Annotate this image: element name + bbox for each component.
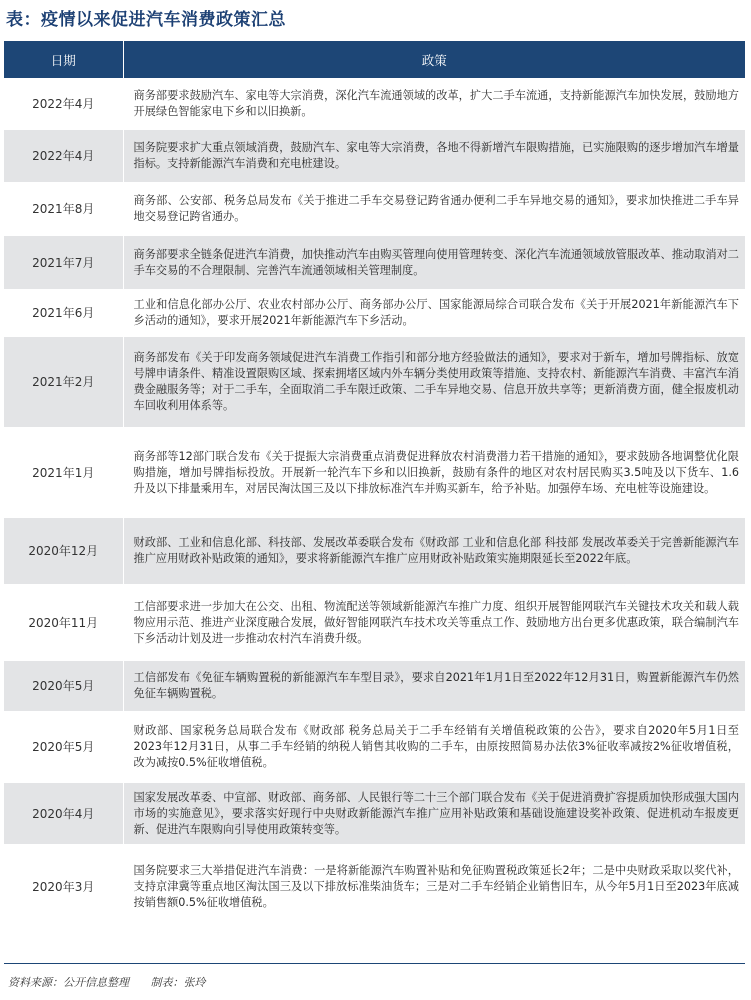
row-date: 2022年4月 [4, 79, 123, 129]
row-date: 2021年2月 [4, 336, 123, 428]
table-row [4, 235, 745, 290]
row-policy: 商务部发布《关于印发商务领域促进汽车消费工作指引和部分地方经验做法的通知》，要求对于新车，增加号牌指标、放宽号牌申请条件、精准设置限购区域、探索拥堵区域内外车辆分类使用政策等措施、支持农村、新能源汽车消费、丰富汽车消费金融服务等；对于二手车，全面取消二手车限迁政策、二手车异地交易、信息开放共享等；更新消费方面，健全报废机动车回收利用体系等。 [123, 336, 745, 428]
table-row [4, 129, 745, 183]
header-policy: 政策 [123, 41, 745, 79]
row-policy: 国家发展改革委、中宣部、财政部、商务部、人民银行等二十三个部门联合发布《关于促进消费扩容提质加快形成强大国内市场的实施意见》，要求落实好现行中央财政新能源汽车推广应用补贴政策和基础设施建设奖补政策、促进机动车报废更新、促进汽车限购向引导使用政策转变等。 [123, 782, 745, 845]
row-date: 2020年5月 [4, 712, 123, 782]
row-policy: 工业和信息化部办公厅、农业农村部办公厅、商务部办公厅、国家能源局综合司联合发布《关于开展2021年新能源汽车下乡活动的通知》，要求开展2021年新能源汽车下乡活动。 [123, 290, 745, 336]
header-date: 日期 [4, 41, 123, 79]
row-policy: 商务部要求鼓励汽车、家电等大宗消费，深化汽车流通领域的改革，扩大二手车流通，支持新能源汽车加快发展，鼓励地方开展绿色智能家电下乡和以旧换新。 [123, 79, 745, 129]
source-note: 资料来源：公开信息整理 [8, 976, 129, 989]
row-policy: 工信部发布《免征车辆购置税的新能源汽车车型目录》，要求自2021年1月1日至2022年12月31日，购置新能源汽车仍然免征车辆购置税。 [123, 660, 745, 712]
row-policy: 财政部、工业和信息化部、科技部、发展改革委联合发布《财政部 工业和信息化部 科技部 发展改革委关于完善新能源汽车推广应用财政补贴政策的通知》，要求将新能源汽车推广应用财政补贴政策实施期限延长至2022年底。 [123, 517, 745, 585]
row-date: 2021年6月 [4, 290, 123, 336]
row-date: 2020年3月 [4, 845, 123, 927]
table-row [4, 428, 745, 517]
table-header-row [4, 41, 745, 79]
row-policy: 商务部、公安部、税务总局发布《关于推进二手车交易登记跨省通办便利二手车异地交易的通知》，要求加快推进二手车异地交易登记跨省通办。 [123, 183, 745, 235]
table-body [4, 79, 745, 927]
editor-note: 制表：张玲 [150, 976, 206, 989]
row-date: 2020年4月 [4, 782, 123, 845]
row-policy: 国务院要求三大举措促进汽车消费：一是将新能源汽车购置补贴和免征购置税政策延长2年；二是中央财政采取以奖代补，支持京津冀等重点地区淘汰国三及以下排放标准柴油货车；三是对二手车经销企业销售旧车，从今年5月1日至2023年底减按销售额0.5%征收增值税。 [123, 845, 745, 927]
row-policy: 商务部要求全链条促进汽车消费，加快推动汽车由购买管理向使用管理转变、深化汽车流通领域放管服改革、推动取消对二手车交易的不合理限制、完善汽车流通领域相关管理制度。 [123, 235, 745, 290]
table-title: 表：疫情以来促进汽车消费政策汇总 [6, 10, 286, 30]
table-row [4, 782, 745, 845]
row-date: 2022年4月 [4, 129, 123, 183]
row-policy: 国务院要求扩大重点领域消费，鼓励汽车、家电等大宗消费，各地不得新增汽车限购措施，已实施限购的逐步增加汽车增量指标。支持新能源汽车消费和充电桩建设。 [123, 129, 745, 183]
table-row [4, 712, 745, 782]
row-date: 2021年8月 [4, 183, 123, 235]
row-policy: 商务部等12部门联合发布《关于提振大宗消费重点消费促进释放农村消费潜力若干措施的通知》，要求鼓励各地调整优化限购措施，增加号牌指标投放。开展新一轮汽车下乡和以旧换新，鼓励有条件的地区对农村居民购买3.5吨及以下货车、1.6升及以下排量乘用车，对居民淘汰国三及以下排放标准汽车并购买新车，给予补贴。加强停车场、充电桩等设施建设。 [123, 428, 745, 517]
table-row [4, 660, 745, 712]
row-policy: 工信部要求进一步加大在公交、出租、物流配送等领域新能源汽车推广力度、组织开展智能网联汽车关键技术攻关和载人载物应用示范、推进产业深度融合发展，做好智能网联汽车技术攻关等重点工作、鼓励地方出台更多优惠政策，联合编制汽车下乡活动计划及进一步推动农村汽车消费升级。 [123, 585, 745, 660]
policy-table [4, 41, 745, 927]
row-date: 2020年11月 [4, 585, 123, 660]
table-row [4, 183, 745, 235]
table-row [4, 585, 745, 660]
table-row [4, 336, 745, 428]
footer [8, 974, 224, 990]
row-date: 2020年12月 [4, 517, 123, 585]
table-row [4, 517, 745, 585]
bottom-rule [4, 963, 745, 964]
row-date: 2021年7月 [4, 235, 123, 290]
row-date: 2021年1月 [4, 428, 123, 517]
table-row [4, 290, 745, 336]
row-date: 2020年5月 [4, 660, 123, 712]
table-row [4, 845, 745, 927]
table-row [4, 79, 745, 129]
row-policy: 财政部、国家税务总局联合发布《财政部 税务总局关于二手车经销有关增值税政策的公告》，要求自2020年5月1日至2023年12月31日，从事二手车经销的纳税人销售其收购的二手车，由原按照简易办法依3%征收率减按2%征收增值税，改为减按0.5%征收增值税。 [123, 712, 745, 782]
